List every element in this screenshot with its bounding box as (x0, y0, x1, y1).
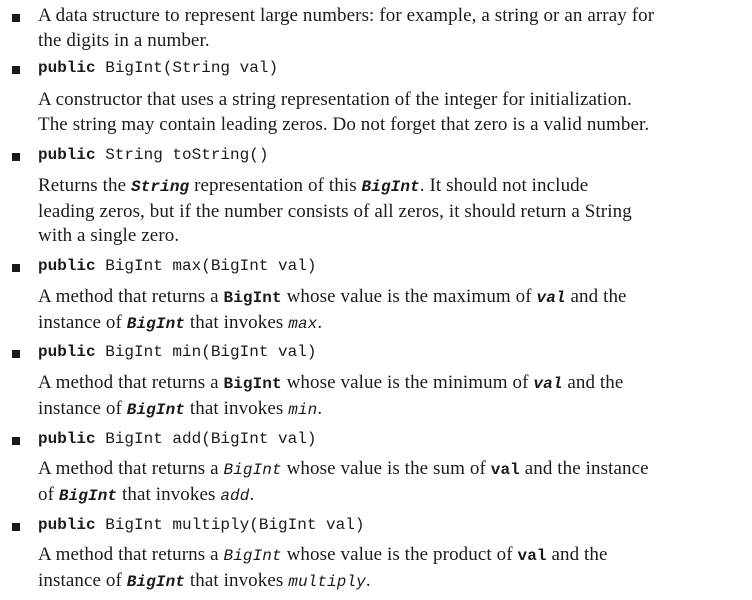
method-signature (38, 429, 316, 449)
code-text: String (131, 178, 190, 196)
description-line (38, 397, 714, 423)
code-text: val (490, 461, 520, 479)
code-text: max (288, 314, 318, 333)
method-description (38, 543, 714, 594)
code-text: val (533, 375, 563, 393)
bullet-marker (12, 437, 20, 445)
keyword-public: public (38, 343, 96, 361)
code-text: BigInt (223, 289, 282, 307)
text-run: A method that returns a (38, 286, 224, 307)
text-run: whose value is the sum of (281, 458, 491, 479)
method-signature (38, 58, 278, 78)
text-run: instance of (38, 311, 127, 333)
description-line (38, 569, 714, 595)
code-text: min (288, 400, 318, 419)
bullet-marker (12, 14, 20, 22)
signature-text: BigInt max(BigInt val) (95, 257, 317, 275)
text-run: whose value is the maximum of (281, 286, 537, 307)
method-signature (38, 342, 316, 362)
text-run: that invokes (185, 569, 289, 591)
code-text: BigInt (361, 178, 420, 196)
text-run: . (317, 311, 323, 333)
signature-text: BigInt multiply(BigInt val) (95, 516, 365, 534)
text-run: whose value is the product of (281, 544, 518, 565)
text-run: that invokes (185, 311, 289, 333)
description-line: The string may contain leading zeros. Do not forget that zero is a valid number. (38, 113, 650, 135)
signature-text: BigInt min(BigInt val) (95, 343, 317, 361)
method-description (38, 457, 714, 508)
intro-line-1: A data structure to represent large numbers: for example, a string or an array for (38, 5, 655, 26)
text-run: A method that returns a (38, 458, 224, 479)
text-run: and the instance (519, 458, 649, 479)
code-text: BigInt (223, 547, 282, 565)
text-run: and the (546, 544, 608, 565)
text-run: instance of (38, 569, 127, 591)
signature-text: String toString() (95, 146, 269, 164)
text-run: whose value is the minimum of (281, 372, 534, 393)
bullet-marker (12, 350, 20, 358)
code-text: add (220, 486, 250, 505)
text-run: . It should not include (419, 175, 589, 196)
description-line: with a single zero. (38, 225, 180, 246)
code-text: BigInt (126, 314, 185, 333)
code-text: multiply (288, 572, 366, 591)
description-line (38, 371, 714, 397)
text-run: A method that returns a (38, 544, 224, 565)
text-run: instance of (38, 397, 127, 419)
description-line: leading zeros, but if the number consists of all zeros, it should return a String (38, 200, 632, 222)
code-text: BigInt (126, 400, 185, 419)
text-run: and the (565, 286, 627, 307)
intro-line-2: the digits in a number. (38, 29, 210, 51)
keyword-public: public (38, 516, 96, 534)
method-description (38, 88, 714, 137)
code-text: BigInt (58, 486, 118, 505)
method-description (38, 285, 714, 336)
intro-text (38, 4, 714, 53)
bullet-marker (12, 66, 20, 74)
description-line (38, 285, 714, 311)
bullet-marker (12, 153, 20, 161)
text-run: and the (562, 372, 624, 393)
method-signature (38, 145, 268, 165)
text-run: of (38, 483, 59, 505)
description-line (38, 483, 714, 509)
signature-text: BigInt add(BigInt val) (95, 430, 317, 448)
text-run: Returns the (38, 175, 132, 196)
text-run: . (365, 569, 371, 591)
bullet-marker (12, 523, 20, 531)
keyword-public: public (38, 430, 96, 448)
text-run: that invokes (117, 483, 221, 505)
method-signature (38, 515, 364, 535)
method-signature (38, 256, 316, 276)
code-text: val (536, 289, 566, 307)
description-line (38, 174, 714, 200)
keyword-public: public (38, 257, 96, 275)
description-line (38, 543, 714, 569)
text-run: A method that returns a (38, 372, 224, 393)
keyword-public: public (38, 146, 96, 164)
bullet-marker (12, 264, 20, 272)
signature-text: BigInt(String val) (95, 59, 279, 77)
description-line (38, 457, 714, 483)
text-run: that invokes (185, 397, 289, 419)
description-line (38, 311, 714, 337)
code-text: BigInt (223, 461, 282, 479)
keyword-public: public (38, 59, 96, 77)
code-text: BigInt (126, 572, 185, 591)
description-line: A constructor that uses a string representation of the integer for initialization. (38, 89, 632, 110)
method-description (38, 174, 714, 249)
method-description (38, 371, 714, 422)
code-text: BigInt (223, 375, 282, 393)
text-run: . (249, 483, 255, 505)
code-text: val (517, 547, 547, 565)
text-run: . (317, 397, 323, 419)
text-run: representation of this (189, 175, 362, 196)
